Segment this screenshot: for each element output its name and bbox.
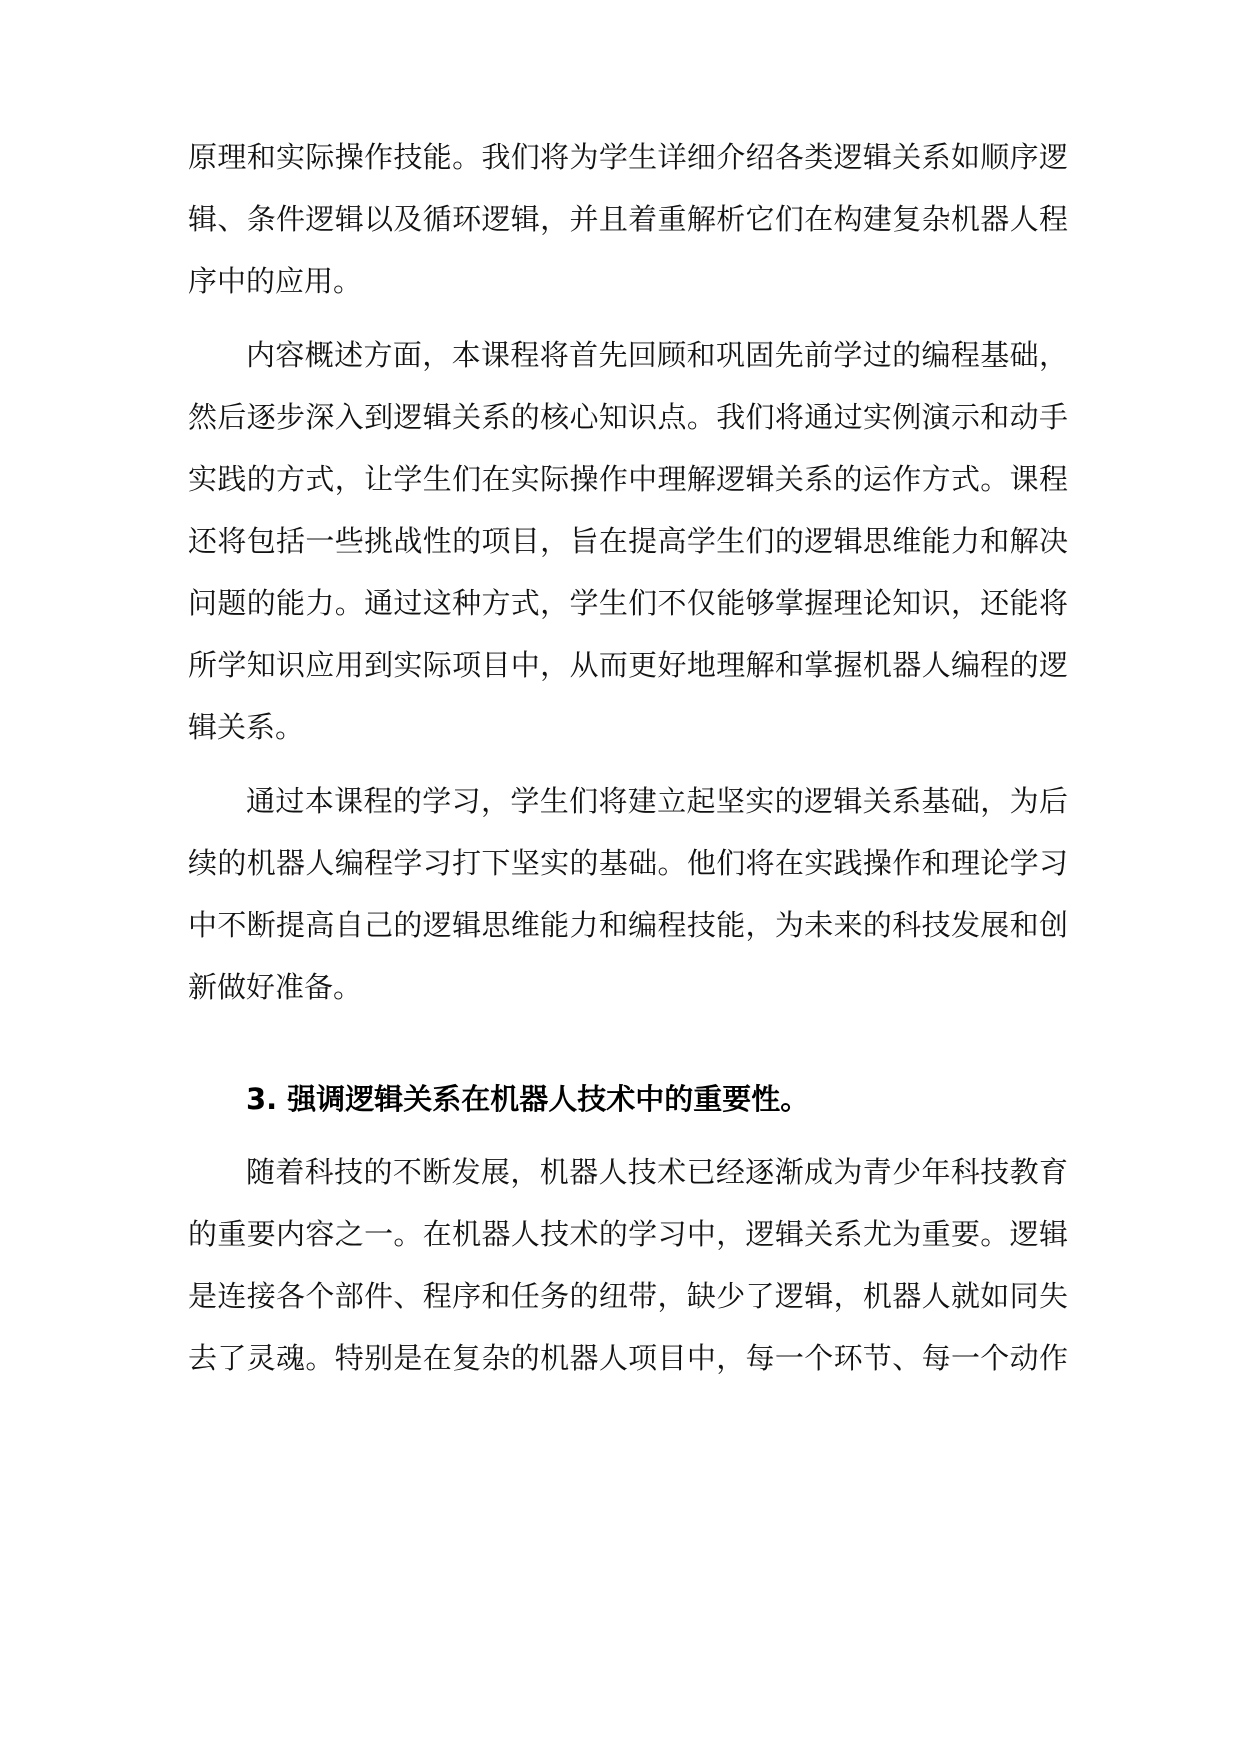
paragraph-3-line-2: 续的机器人编程学习打下坚实的基础。他们将在实践操作和理论学习 [188,846,1068,880]
paragraph-4-line-4: 去了灵魂。特别是在复杂的机器人项目中，每一个环节、每一个动作 [188,1341,1068,1375]
paragraph-3-line-4: 新做好准备。 [188,970,363,1004]
paragraph-1-line-1: 原理和实际操作技能。我们将为学生详细介绍各类逻辑关系如顺序逻 [188,140,1068,174]
paragraph-2-line-6: 所学知识应用到实际项目中，从而更好地理解和掌握机器人编程的逻 [188,648,1068,682]
paragraph-2-line-1: 内容概述方面，本课程将首先回顾和巩固先前学过的编程基础， [246,338,1068,372]
paragraph-2-line-5: 问题的能力。通过这种方式，学生们不仅能够掌握理论知识，还能将 [188,586,1068,620]
paragraph-2-line-4: 还将包括一些挑战性的项目，旨在提高学生们的逻辑思维能力和解决 [188,524,1068,558]
paragraph-2-line-7: 辑关系。 [188,710,305,744]
paragraph-1-line-2: 辑、条件逻辑以及循环逻辑，并且着重解析它们在构建复杂机器人程 [188,202,1068,236]
paragraph-2-line-2: 然后逐步深入到逻辑关系的核心知识点。我们将通过实例演示和动手 [188,400,1068,434]
paragraph-2-line-3: 实践的方式，让学生们在实际操作中理解逻辑关系的运作方式。课程 [188,462,1068,496]
paragraph-4-line-3: 是连接各个部件、程序和任务的纽带，缺少了逻辑，机器人就如同失 [188,1279,1068,1313]
paragraph-4-line-2: 的重要内容之一。在机器人技术的学习中，逻辑关系尤为重要。逻辑 [188,1217,1068,1251]
paragraph-4-line-1: 随着科技的不断发展，机器人技术已经逐渐成为青少年科技教育 [246,1155,1068,1189]
paragraph-1-line-3: 序中的应用。 [188,264,363,298]
paragraph-3-line-1: 通过本课程的学习，学生们将建立起坚实的逻辑关系基础，为后 [246,784,1068,818]
paragraph-3-line-3: 中不断提高自己的逻辑思维能力和编程技能，为未来的科技发展和创 [188,908,1068,942]
section-heading-3: 3. 强调逻辑关系在机器人技术中的重要性。 [246,1082,810,1116]
